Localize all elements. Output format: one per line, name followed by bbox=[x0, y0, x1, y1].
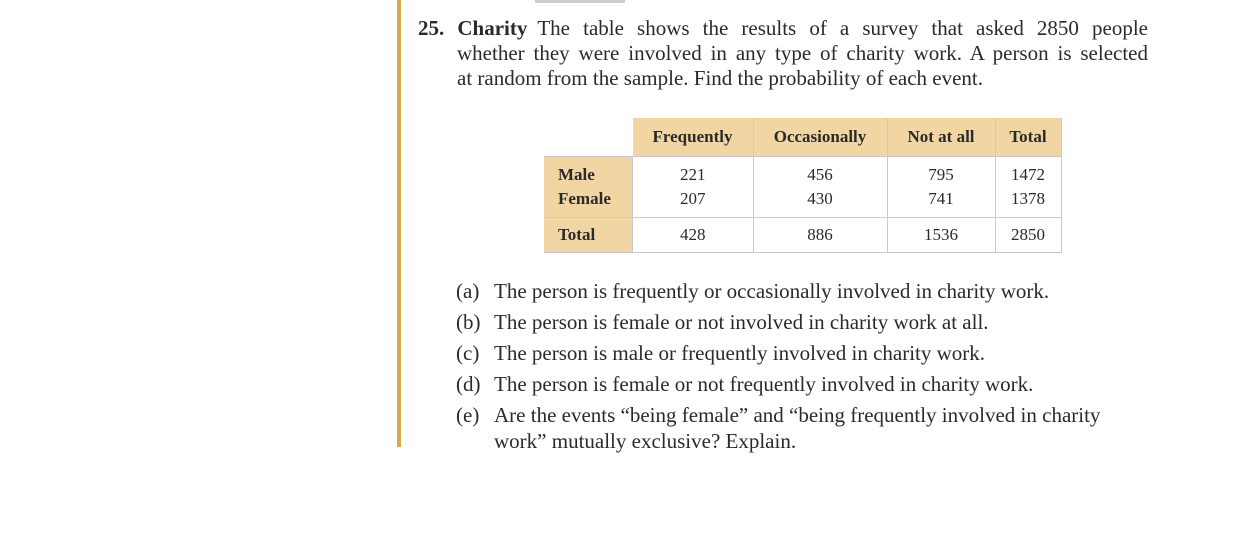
col-occasionally bbox=[753, 157, 887, 218]
part-text-e: Are the events “being female” and “being frequently involved in charity work” mutually exclusive? Explain. bbox=[494, 403, 1101, 453]
part-label-b: (b) bbox=[456, 310, 481, 334]
list-item bbox=[456, 371, 1156, 397]
col-total bbox=[995, 157, 1061, 218]
problem-line-1: The table shows the results of a survey that asked 2850 people bbox=[537, 16, 1148, 40]
row-label-female: Female bbox=[558, 189, 611, 208]
part-label-c: (c) bbox=[456, 341, 480, 365]
header-occasionally: Occasionally bbox=[753, 118, 887, 157]
table-total-row bbox=[544, 218, 1061, 253]
table-corner bbox=[544, 118, 633, 157]
total-frequently: 428 bbox=[633, 218, 754, 253]
list-item bbox=[456, 309, 1156, 335]
row-label-male: Male bbox=[558, 165, 595, 184]
header-not-at-all: Not at all bbox=[887, 118, 995, 157]
list-item bbox=[456, 402, 1156, 454]
problem-line-2: whether they were involved in any type of charity work. A person is selected bbox=[457, 41, 1148, 65]
problem-statement bbox=[418, 16, 1148, 91]
cell-female-total: 1378 bbox=[1011, 189, 1045, 208]
survey-table bbox=[544, 118, 1062, 253]
problem-first-line bbox=[418, 16, 1148, 41]
cell-male-occasionally: 456 bbox=[807, 165, 833, 184]
row-label-total: Total bbox=[544, 218, 633, 253]
col-frequently bbox=[633, 157, 754, 218]
table-row bbox=[544, 157, 1061, 218]
part-text-b: The person is female or not involved in charity work at all. bbox=[494, 310, 989, 334]
part-label-a: (a) bbox=[456, 279, 480, 303]
part-text-c: The person is male or frequently involved in charity work. bbox=[494, 341, 986, 365]
page-top-fragment bbox=[535, 0, 625, 3]
problem-line-3: at random from the sample. Find the probability of each event. bbox=[457, 66, 984, 90]
cell-female-frequently: 207 bbox=[680, 189, 706, 208]
cell-male-total: 1472 bbox=[1011, 165, 1045, 184]
col-not-at-all bbox=[887, 157, 995, 218]
cell-female-occasionally: 430 bbox=[807, 189, 833, 208]
header-frequently: Frequently bbox=[633, 118, 754, 157]
total-not-at-all: 1536 bbox=[887, 218, 995, 253]
part-label-d: (d) bbox=[456, 372, 481, 396]
header-total: Total bbox=[995, 118, 1061, 157]
problem-number: 25. bbox=[418, 16, 445, 40]
table-header-row bbox=[544, 118, 1061, 157]
total-grand: 2850 bbox=[995, 218, 1061, 253]
cell-male-frequently: 221 bbox=[680, 165, 706, 184]
list-item bbox=[456, 278, 1156, 304]
part-text-a: The person is frequently or occasionally involved in charity work. bbox=[494, 279, 1050, 303]
part-label-e: (e) bbox=[456, 403, 480, 427]
part-text-d: The person is female or not frequently involved in charity work. bbox=[494, 372, 1034, 396]
problem-keyword: Charity bbox=[457, 16, 528, 40]
question-parts bbox=[456, 278, 1156, 459]
total-occasionally: 886 bbox=[753, 218, 887, 253]
row-labels bbox=[544, 157, 633, 218]
cell-male-not-at-all: 795 bbox=[928, 165, 954, 184]
list-item bbox=[456, 340, 1156, 366]
cell-female-not-at-all: 741 bbox=[928, 189, 954, 208]
margin-accent-bar bbox=[397, 0, 401, 447]
